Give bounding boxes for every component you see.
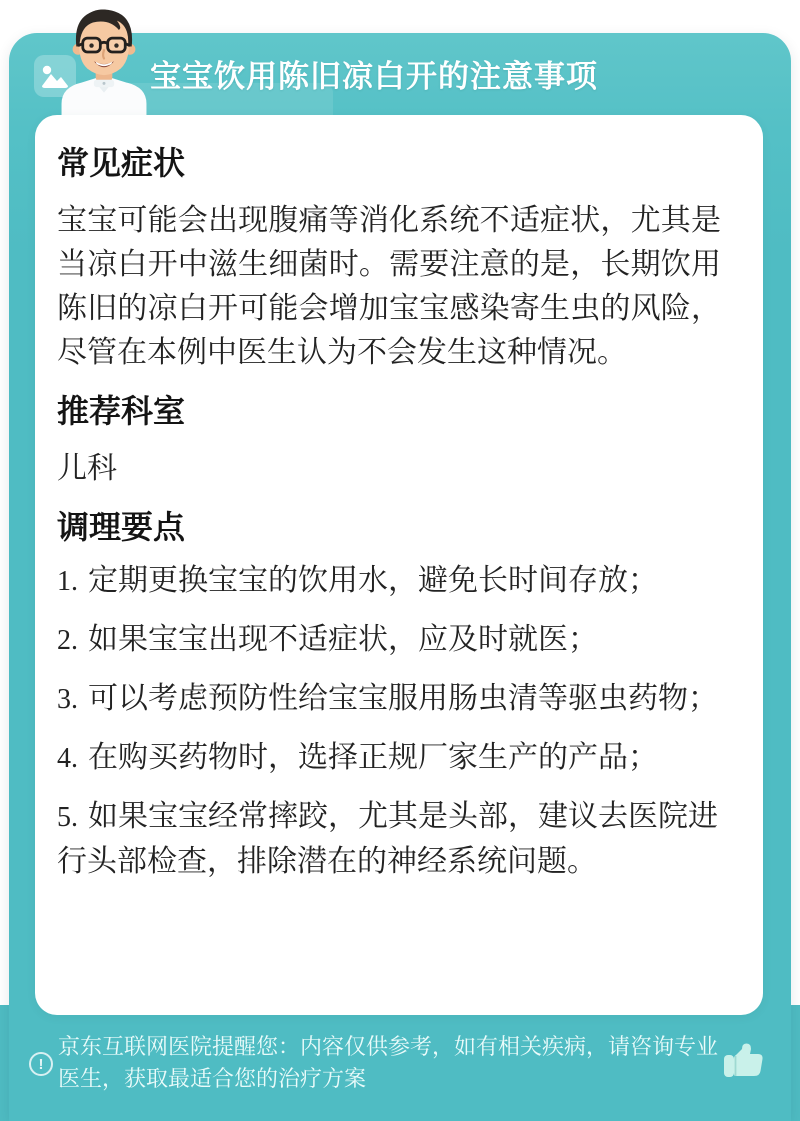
tip-number: 3.: [57, 684, 78, 715]
thumbs-up-icon[interactable]: [722, 1042, 766, 1082]
tip-number: 5.: [57, 802, 78, 833]
tip-item: [57, 677, 721, 722]
tip-number: 1.: [57, 566, 78, 597]
content-card: [35, 115, 763, 1015]
tips-list: [57, 559, 721, 884]
disclaimer-text: 京东互联网医院提醒您：内容仅供参考，如有相关疾病，请咨询专业医生，获取最适合您的治疗方案: [58, 1034, 719, 1091]
doctor-avatar: [48, 4, 160, 124]
tip-item: [57, 559, 721, 604]
section-heading-tips: 调理要点: [57, 509, 186, 545]
symptoms-text: 宝宝可能会出现腹痛等消化系统不适症状，尤其是当凉白开中滋生细菌时。需要注意的是，长期饮用陈旧的凉白开可能会增加宝宝感染寄生虫的风险，尽管在本例中医生认为不会发生这种情况。: [57, 204, 721, 369]
department-value: 儿科: [57, 452, 117, 485]
tip-item: [57, 736, 721, 781]
tip-text: 在购买药物时，选择正规厂家生产的产品；: [88, 741, 658, 774]
health-tip-container: [9, 33, 791, 1121]
tip-number: 4.: [57, 743, 78, 774]
info-icon: !: [29, 1052, 53, 1076]
tip-item: [57, 795, 721, 884]
tip-number: 2.: [57, 625, 78, 656]
section-heading-department: 推荐科室: [57, 393, 186, 429]
tip-item: [57, 618, 721, 663]
tip-text: 定期更换宝宝的饮用水，避免长时间存放；: [88, 564, 658, 597]
tip-text: 如果宝宝出现不适症状，应及时就医；: [88, 623, 598, 656]
page-title: 宝宝饮用陈旧凉白开的注意事项: [150, 59, 598, 94]
tip-text: 可以考虑预防性给宝宝服用肠虫清等驱虫药物；: [88, 682, 718, 715]
section-heading-symptoms: 常见症状: [57, 145, 186, 181]
tip-text: 如果宝宝经常摔跤，尤其是头部，建议去医院进行头部检查，排除潜在的神经系统问题。: [57, 800, 718, 878]
